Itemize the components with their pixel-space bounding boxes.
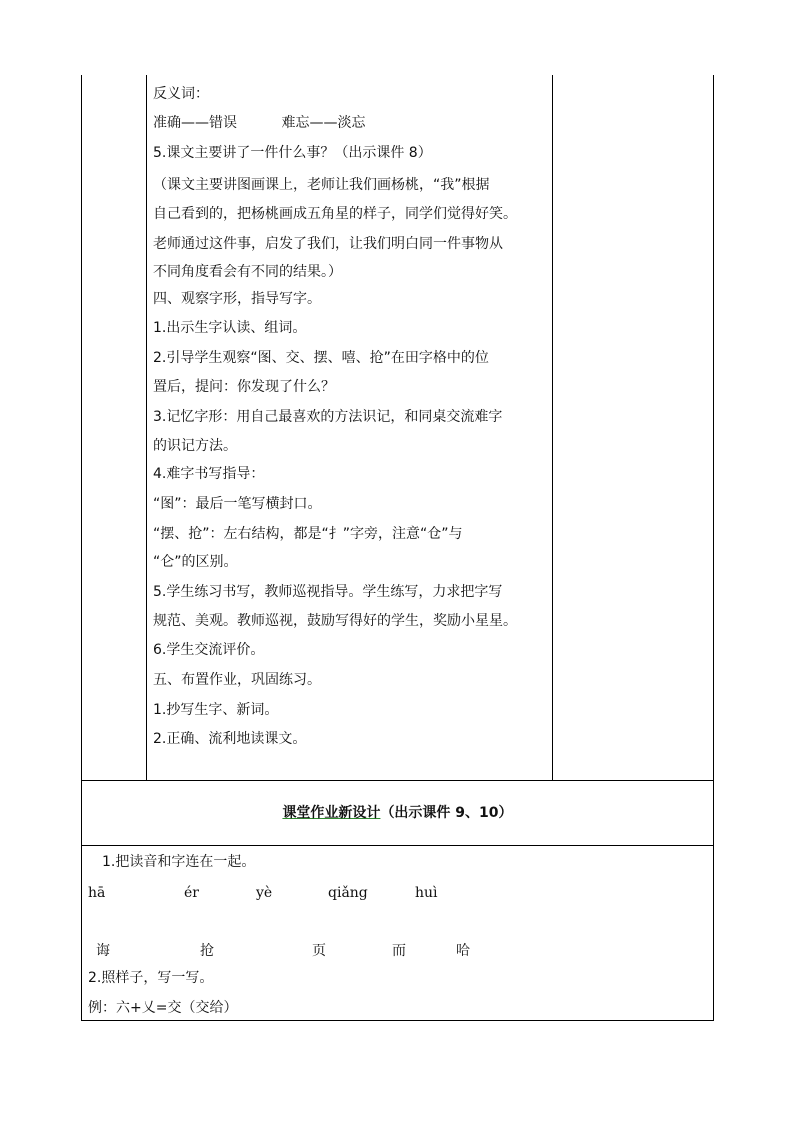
lesson-line: 5.学生练习书写，教师巡视指导。学生练写，力求把字写 xyxy=(153,584,503,600)
lesson-line: 四、观察字形，指导写字。 xyxy=(153,291,321,307)
table-bottom-border xyxy=(81,1020,714,1021)
character-item: 抢 xyxy=(200,943,214,959)
pinyin-item: huì xyxy=(415,885,438,901)
question-1: 1.把读音和字连在一起。 xyxy=(102,854,256,870)
lesson-line: 4.难字书写指导： xyxy=(153,466,265,482)
lesson-line: 置后，提问：你发现了什么？ xyxy=(153,379,335,395)
lesson-line: 老师通过这件事，启发了我们，让我们明白同一件事物从 xyxy=(153,236,503,252)
character-item: 页 xyxy=(312,943,326,959)
pinyin-item: hā xyxy=(88,885,106,901)
lesson-line: 不同角度看会有不同的结果。） xyxy=(153,264,342,280)
lesson-line: “图”：最后一笔写横封口。 xyxy=(153,496,322,512)
pinyin-item: qiǎng xyxy=(328,885,368,901)
character-item: 哈 xyxy=(456,943,470,959)
table-right-border xyxy=(713,75,714,1021)
lesson-line: 的识记方法。 xyxy=(153,438,237,454)
character-item: 诲 xyxy=(96,943,110,959)
row-divider-2 xyxy=(81,845,714,846)
lesson-line: “仑”的区别。 xyxy=(153,554,238,570)
lesson-line: 1.出示生字认读、组词。 xyxy=(153,320,307,336)
question-2: 2.照样子，写一写。 xyxy=(88,970,214,986)
lesson-line: （课文主要讲图画课上，老师让我们画杨桃，“我”根据 xyxy=(153,177,490,193)
lesson-line: 3.记忆字形：用自己最喜欢的方法识记，和同桌交流难字 xyxy=(153,409,503,425)
example-line: 例：六+乂=交（交给） xyxy=(88,1000,238,1016)
lesson-line: 5.课文主要讲了一件什么事？（出示课件 8） xyxy=(153,145,432,161)
homework-title-main: 课堂作业新设计 xyxy=(282,805,381,821)
lesson-line: 自己看到的，把杨桃画成五角星的样子，同学们觉得好笑。 xyxy=(153,206,517,222)
lesson-line: 五、布置作业，巩固练习。 xyxy=(153,672,321,688)
homework-title xyxy=(82,803,713,823)
pinyin-item: ér xyxy=(184,885,199,901)
pinyin-item: yè xyxy=(256,885,273,901)
lesson-line: 反义词： xyxy=(153,86,209,102)
column-divider-2 xyxy=(552,75,553,780)
lesson-line: 准确——错误 难忘——淡忘 xyxy=(153,115,366,131)
lesson-line: 6.学生交流评价。 xyxy=(153,642,265,658)
homework-title-note: （出示课件 9、10） xyxy=(380,805,513,821)
lesson-line: 规范、美观。教师巡视，鼓励写得好的学生，奖励小星星。 xyxy=(153,613,517,629)
table-left-border xyxy=(81,75,82,1021)
row-divider-1 xyxy=(81,780,714,781)
column-divider-1 xyxy=(146,75,147,780)
lesson-line: 2.引导学生观察“图、交、摆、嘻、抢”在田字格中的位 xyxy=(153,350,489,366)
character-item: 而 xyxy=(392,943,406,959)
lesson-line: 2.正确、流利地读课文。 xyxy=(153,731,307,747)
lesson-line: 1.抄写生字、新词。 xyxy=(153,702,279,718)
lesson-line: “摆、抢”：左右结构，都是“扌”字旁，注意“仓”与 xyxy=(153,526,463,542)
